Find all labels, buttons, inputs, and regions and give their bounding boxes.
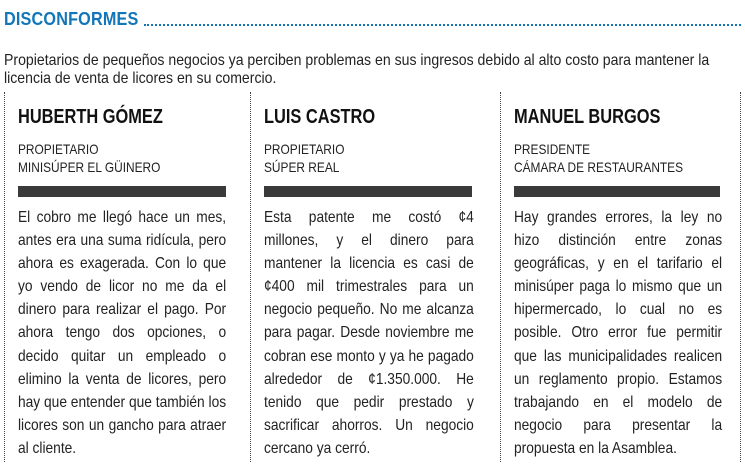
person-name: HUBERTH GÓMEZ: [18, 106, 163, 128]
testimonial-column-burgos: [500, 92, 741, 462]
person-role: [514, 140, 683, 176]
testimonial-column-gomez: [4, 92, 250, 462]
separator-bar: [514, 186, 720, 197]
person-role: [264, 140, 344, 176]
separator-bar: [18, 186, 226, 197]
testimonial-columns: [4, 92, 741, 468]
quote-text: El cobro me llegó hace un mes, antes era una suma ridícula, pero ahora es exagerada. Con lo que yo vendo de licor no me da el dinero para realizar el pago. Por ahora tengo dos opciones, o decido quitar un empleado o elimino la venta de licores, pero hay que entender que también los licores son un gancho para atraer al cliente.: [18, 209, 227, 457]
column-divider: [4, 92, 5, 462]
dotted-rule: [144, 24, 741, 26]
role-organization: CÁMARA DE RESTAURANTES: [514, 159, 684, 175]
role-title: PROPIETARIO: [18, 141, 99, 157]
quote-text: Hay grandes errores, la ley no hizo distinción entre zonas geográficas, y en el tarifario el minisúper paga lo mismo que un hipermercado, lo cual no es posible. Otro error fue permitir que las municipalidades realicen un reglamento propio. Estamos trabajando en el modelo de negocio para presentar la propuesta en la Asamblea.: [514, 209, 723, 457]
person-name: LUIS CASTRO: [264, 106, 376, 128]
person-role: [18, 140, 160, 176]
separator-bar: [264, 186, 472, 197]
role-title: PROPIETARIO: [264, 141, 345, 157]
role-title: PRESIDENTE: [514, 141, 591, 157]
person-name: MANUEL BURGOS: [514, 106, 661, 128]
role-organization: SÚPER REAL: [264, 159, 340, 175]
role-organization: MINISÚPER EL GÜINERO: [18, 159, 161, 175]
section-header: [4, 4, 741, 32]
column-divider: [500, 92, 501, 462]
column-divider: [740, 92, 741, 462]
quote-text: Esta patente me costó ¢4 millones, y el dinero para mantener la licencia es casi de ¢400 mil trimestrales para un negocio pequeño. No me alcanza para pagar. Desde noviembre me cobran ese monto y ya he pagado alrededor de ¢1.350.000. He tenido que pedir prestado y sacrificar ahorros. Un negocio cercano ya cerró.: [264, 209, 474, 457]
intro-paragraph: Propietarios de pequeños negocios ya perciben problemas en sus ingresos debido al alto costo para mantener la licencia de venta de licores en su comercio.: [4, 52, 710, 87]
testimonial-column-castro: [250, 92, 500, 462]
section-title: DISCONFORMES: [4, 9, 139, 29]
column-divider: [250, 92, 251, 462]
